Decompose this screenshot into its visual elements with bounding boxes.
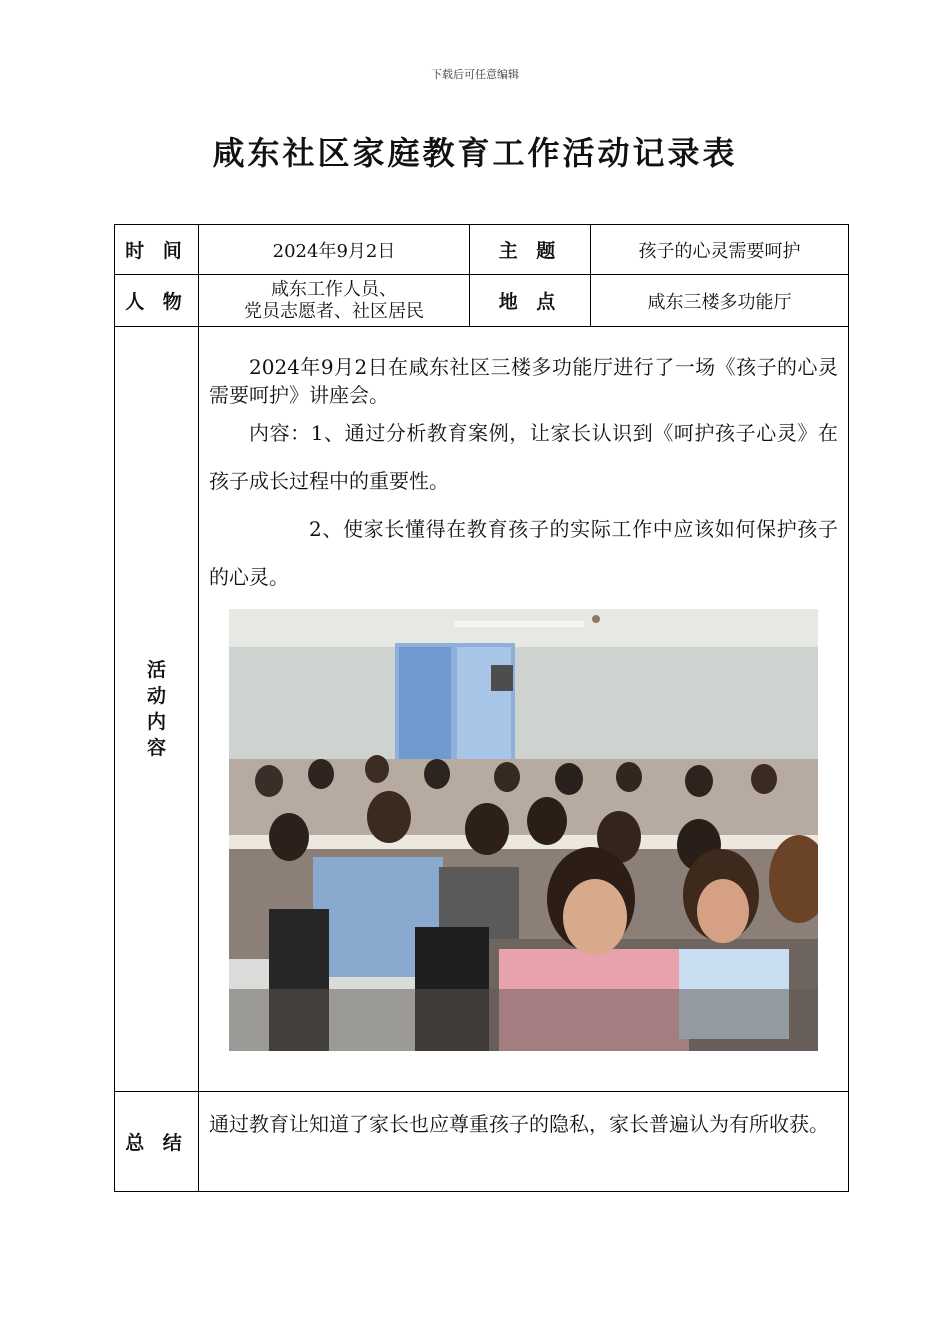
- classroom-lecture-photo: [229, 609, 818, 1051]
- people-line-2: 党员志愿者、社区居民: [244, 300, 424, 322]
- time-label: 时 间: [115, 225, 199, 275]
- activity-item-1: 内容：1、通过分析教育案例，让家长认识到《呵护孩子心灵》在孩子成长过程中的重要性。: [209, 421, 838, 493]
- header-note: 下载后可任意编辑: [431, 68, 519, 81]
- activity-label-char: 活: [146, 659, 166, 681]
- people-line-1: 咸东工作人员、: [271, 278, 397, 300]
- place-value: 咸东三楼多功能厅: [591, 275, 849, 327]
- activity-label-char: 动: [146, 685, 166, 707]
- activity-record-table: [114, 224, 849, 1192]
- summary-label: 总 结: [115, 1092, 199, 1192]
- summary-content: [199, 1092, 849, 1192]
- place-label: 地 点: [470, 275, 591, 327]
- activity-content-label: [115, 327, 199, 1092]
- theme-value: 孩子的心灵需要呵护: [591, 225, 849, 275]
- activity-item-2: 2、使家长懂得在教育孩子的实际工作中应该如何保护孩子的心灵。: [209, 517, 838, 589]
- people-value: [199, 275, 470, 327]
- activity-content: [199, 327, 849, 1092]
- people-label: 人 物: [115, 275, 199, 327]
- theme-label: 主 题: [470, 225, 591, 275]
- activity-intro: 2024年9月2日在咸东社区三楼多功能厅进行了一场《孩子的心灵需要呵护》讲座会。: [209, 355, 838, 407]
- activity-label-char: 容: [146, 737, 166, 759]
- time-value: 2024年9月2日: [199, 225, 470, 275]
- activity-label-char: 内: [146, 711, 166, 733]
- document-title: 咸东社区家庭教育工作活动记录表: [212, 134, 738, 172]
- summary-text: 通过教育让知道了家长也应尊重孩子的隐私，家长普遍认为有所收获。: [209, 1112, 829, 1136]
